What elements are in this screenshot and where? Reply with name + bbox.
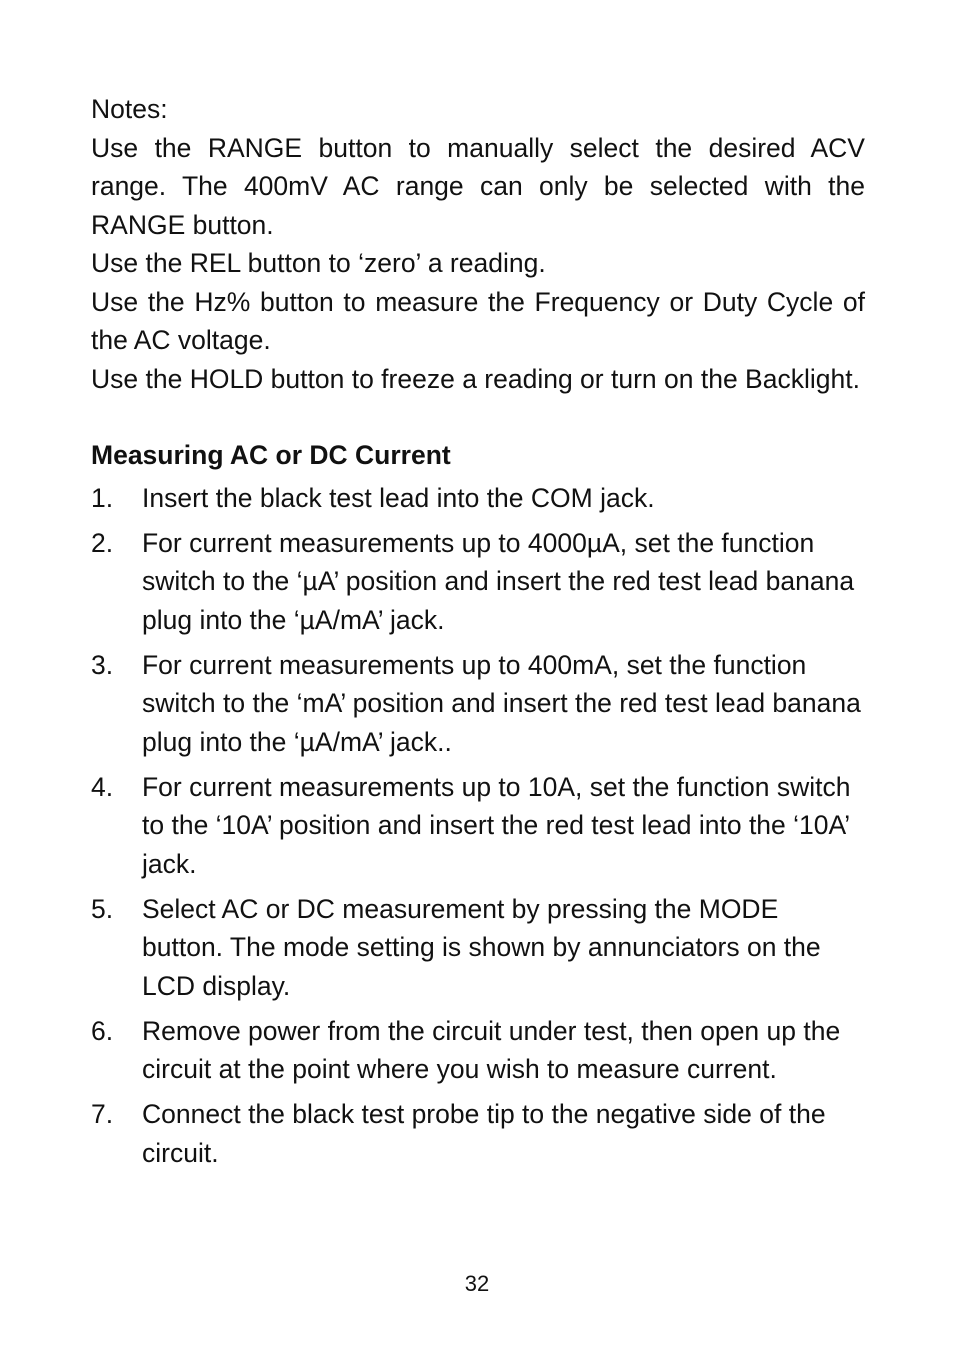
step-number: 2. xyxy=(91,527,114,558)
step-text: Remove power from the circuit under test, then open up the circuit at the point where you wish to measure current. xyxy=(142,1015,841,1084)
step-text: For current measurements up to 400mA, set the function switch to the ‘mA’ position and insert the red test lead banana plug into the ‘µA/mA’ jack.. xyxy=(142,649,861,757)
step-text: Insert the black test lead into the COM jack. xyxy=(142,482,655,513)
note-hz: Use the Hz% button to measure the Frequency or Duty Cycle of the AC voltage. xyxy=(91,286,865,355)
step-text: Connect the black test probe tip to the negative side of the circuit. xyxy=(142,1099,826,1168)
step-number: 3. xyxy=(91,649,114,680)
step-number: 7. xyxy=(91,1099,114,1129)
page-number: 32 xyxy=(464,1271,490,1296)
note-rel: Use the REL button to ‘zero’ a reading. xyxy=(91,248,546,278)
manual-page xyxy=(91,90,865,1179)
list-item xyxy=(91,1095,865,1172)
note-hold: Use the HOLD button to freeze a reading or turn on the Backlight. xyxy=(91,363,860,394)
note-range: Use the RANGE button to manually select the desired ACV range. The 400mV AC range can only be selected with the RANGE button. xyxy=(91,132,865,240)
list-item xyxy=(91,890,865,1006)
list-item xyxy=(91,1012,865,1089)
list-item xyxy=(91,479,865,518)
list-item xyxy=(91,524,865,640)
step-number: 5. xyxy=(91,893,114,924)
list-item xyxy=(91,646,865,762)
step-text: For current measurements up to 10A, set the function switch to the ‘10A’ position and insert the red test lead into the ‘10A’ jack. xyxy=(142,771,851,879)
section-heading: Measuring AC or DC Current xyxy=(91,440,451,470)
list-item xyxy=(91,768,865,884)
step-number: 6. xyxy=(91,1015,114,1046)
step-text: Select AC or DC measurement by pressing the MODE button. The mode setting is shown by annunciators on the LCD display. xyxy=(142,893,821,1001)
notes-block xyxy=(91,90,865,398)
step-number: 1. xyxy=(91,482,114,513)
steps-list xyxy=(91,479,865,1173)
step-number: 4. xyxy=(91,771,114,802)
notes-title: Notes: xyxy=(91,94,168,124)
step-text: For current measurements up to 4000µA, set the function switch to the ‘µA’ position and insert the red test lead banana plug into the ‘µA/mA’ jack. xyxy=(142,527,855,635)
